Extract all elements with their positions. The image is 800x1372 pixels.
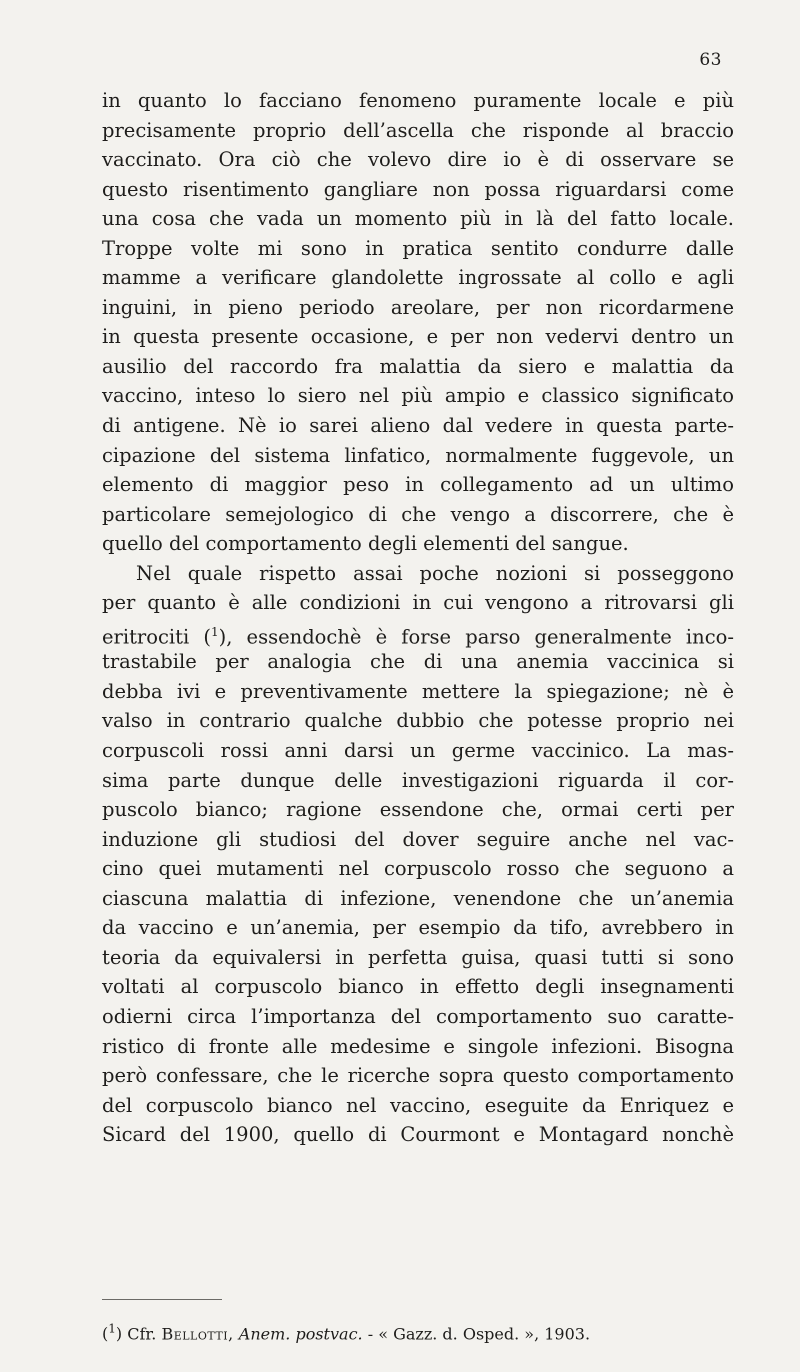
- text-line: particolare semejologico di che vengo a discorrere, che è: [102, 502, 734, 526]
- text-line: corpuscoli rossi anni darsi un germe vaccinico. La mas-: [102, 739, 734, 763]
- text-line: una cosa che vada un momento più in là del fatto locale.: [102, 207, 734, 231]
- footnote-mark: ($^1$): [102, 1322, 123, 1344]
- text-line: precisamente proprio dell’ascella che risponde al braccio: [102, 118, 734, 142]
- text-line: puscolo bianco; ragione essendone che, ormai certi per: [102, 798, 734, 822]
- text-line: cipazione del sistema linfatico, normalmente fuggevole, un: [102, 443, 734, 467]
- footnote-reference: 1: [210, 624, 219, 639]
- text-line: ristico di fronte alle medesime e singole infezioni. Bisogna: [102, 1034, 734, 1058]
- footnote-number: 1: [108, 1322, 116, 1336]
- paragraph-1: [102, 86, 734, 559]
- text-line: da vaccino e un’anemia, per esempio da tifo, avrebbero in: [102, 916, 734, 940]
- footnote-author: Bellotti,: [161, 1324, 234, 1344]
- text-line: mamme a verificare glandolette ingrossate al collo e agli: [102, 266, 734, 290]
- text-line: in questa presente occasione, e per non vedervi dentro un: [102, 325, 734, 349]
- footnote-title: Anem. postvac.: [238, 1324, 363, 1344]
- text-line: cino quei mutamenti nel corpuscolo rosso che seguono a: [102, 857, 734, 881]
- text-segment: ), essendochè è forse parso generalmente inco-: [218, 625, 734, 649]
- text-line: inguini, in pieno periodo areolare, per non ricordarmene: [102, 295, 734, 319]
- text-line: ciascuna malattia di infezione, venendone che un’anemia: [102, 886, 734, 910]
- text-line: quello del comportamento degli elementi del sangue.: [102, 532, 629, 556]
- paragraph-2: [102, 559, 734, 1150]
- footnote-prefix: Cfr.: [127, 1324, 157, 1344]
- text-segment: eritrociti (: [102, 625, 211, 649]
- text-line: valso in contrario qualche dubbio che potesse proprio nei: [102, 709, 734, 733]
- footnote-divider: [102, 1299, 222, 1300]
- text-line: vaccino, inteso lo siero nel più ampio e classico significato: [102, 384, 734, 408]
- text-line: teoria da equivalersi in perfetta guisa, quasi tutti si sono: [102, 945, 734, 969]
- text-line: odierni circa l’importanza del comportamento suo caratte-: [102, 1004, 734, 1028]
- text-line: di antigene. Nè io sarei alieno dal vedere in questa parte-: [102, 414, 734, 438]
- footnote: [102, 1318, 734, 1345]
- text-line: Troppe volte mi sono in pratica sentito condurre dalle: [102, 236, 734, 260]
- text-line: per quanto è alle condizioni in cui vengono a ritrovarsi gli: [102, 591, 734, 615]
- text-line: questo risentimento gangliare non possa riguardarsi come: [102, 177, 734, 201]
- text-line: però confessare, che le ricerche sopra questo comportamento: [102, 1064, 734, 1088]
- page-number: 63: [699, 50, 722, 70]
- text-line: elemento di maggior peso in collegamento ad un ultimo: [102, 473, 734, 497]
- text-line: Sicard del 1900, quello di Courmont e Montagard nonchè: [102, 1123, 734, 1147]
- footnote-citation: - « Gazz. d. Osped. », 1903.: [367, 1324, 591, 1344]
- text-line: sima parte dunque delle investigazioni riguarda il cor-: [102, 768, 734, 792]
- text-line: Nel quale rispetto assai poche nozioni si posseggono: [136, 561, 734, 585]
- text-line: in quanto lo facciano fenomeno puramente locale e più: [102, 89, 734, 112]
- text-line: ausilio del raccordo fra malattia da siero e malattia da: [102, 354, 734, 378]
- text-line-with-note: [102, 618, 734, 648]
- text-line: del corpuscolo bianco nel vaccino, eseguite da Enriquez e: [102, 1093, 734, 1117]
- text-line: vaccinato. Ora ciò che volevo dire io è di osservare se: [102, 148, 734, 172]
- text-line: induzione gli studiosi del dover seguire anche nel vac-: [102, 827, 734, 851]
- body-text: [102, 86, 734, 1150]
- text-line: voltati al corpuscolo bianco in effetto degli insegnamenti: [102, 975, 734, 999]
- text-line: trastabile per analogia che di una anemia vaccinica si: [102, 650, 734, 674]
- text-line: debba ivi e preventivamente mettere la spiegazione; nè è: [102, 679, 734, 703]
